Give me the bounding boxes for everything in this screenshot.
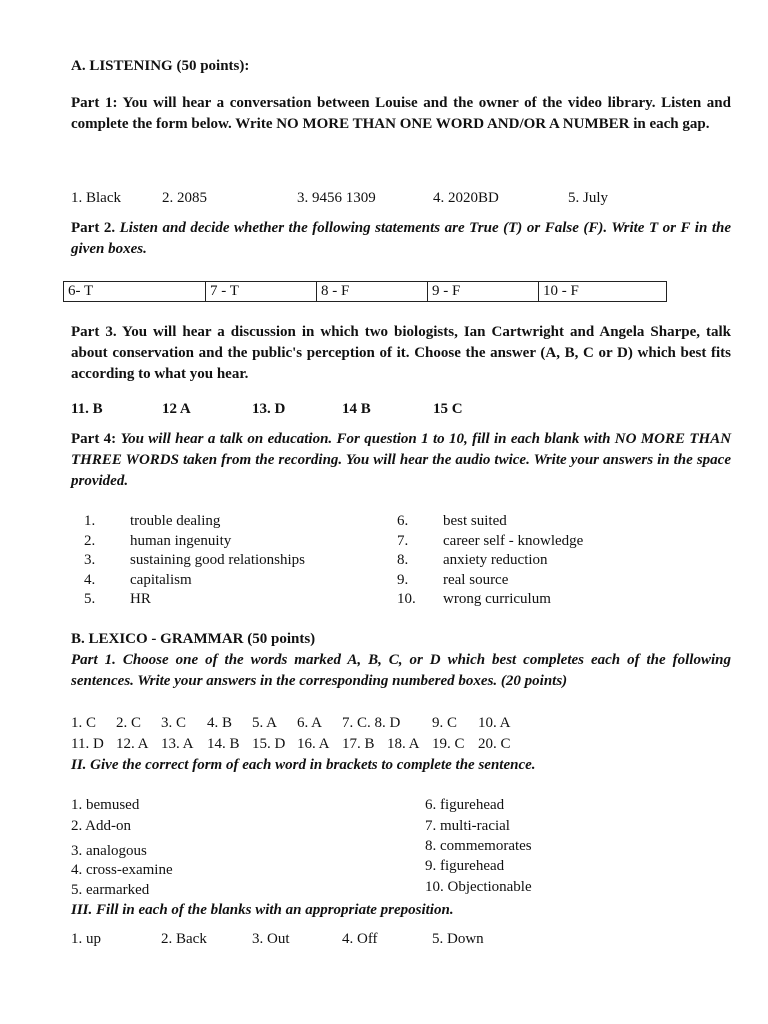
- table-cell: 7 - T: [206, 282, 317, 302]
- answer-15: 15 C: [433, 401, 463, 417]
- answer-5: 5. July: [568, 190, 609, 206]
- table-cell: 10 - F: [539, 282, 667, 302]
- answer: 4. Off: [342, 931, 378, 947]
- list-item: 3. analogous: [71, 843, 147, 859]
- item-text: human ingenuity: [130, 532, 232, 549]
- answer: 19. C: [432, 736, 465, 752]
- lexico-part1-instruction: Part 1. Choose one of the words marked A, B, C, or D which best completes each of the following sentences. Write your answers in the corresponding numbered boxes. (20 points): [71, 652, 731, 689]
- section-a-heading: A. LISTENING (50 points):: [71, 58, 250, 74]
- item-text: capitalism: [130, 571, 192, 588]
- answer: 4. B: [207, 715, 233, 731]
- section-b-heading: B. LEXICO - GRAMMAR (50 points): [71, 631, 316, 647]
- answer-14: 14 B: [342, 401, 371, 417]
- answer: 1. C: [71, 715, 97, 731]
- answer: 1. up: [71, 931, 101, 947]
- item-number: 9.: [397, 571, 409, 588]
- answer-2: 2. 2085: [162, 190, 207, 206]
- answer-11: 11. B: [71, 401, 103, 417]
- item-number: 10.: [397, 591, 416, 607]
- answer: 3. C: [161, 715, 187, 731]
- part4-instruction: [71, 429, 731, 492]
- answer: 20. C: [478, 736, 511, 752]
- true-false-table: [63, 281, 667, 302]
- answer: 13. A: [161, 736, 194, 752]
- list-item: 10. Objectionable: [425, 879, 532, 895]
- part2-label: Part 2.: [71, 220, 116, 236]
- item-number: 2.: [84, 532, 96, 549]
- lexico-part2-instruction: II. Give the correct form of each word in brackets to complete the sentence.: [71, 757, 536, 773]
- answer: 2. C: [116, 715, 142, 731]
- answer-12: 12 A: [162, 401, 191, 417]
- item-text: HR: [130, 591, 151, 607]
- answer: 10. A: [478, 715, 511, 731]
- answer-13: 13. D: [252, 401, 286, 417]
- answer: 2. Back: [161, 931, 207, 947]
- item-text: anxiety reduction: [443, 552, 548, 568]
- part1-instruction: Part 1: You will hear a conversation between Louise and the owner of the video library. Listen and complete the form below. Write NO MORE THAN ONE WORD AND/OR A NUMBER in each gap.: [71, 95, 731, 132]
- part2-instruction: [71, 218, 731, 260]
- answer: 14. B: [207, 736, 240, 752]
- item-text: trouble dealing: [130, 513, 221, 529]
- table-cell: 8 - F: [317, 282, 428, 302]
- answer-3: 3. 9456 1309: [297, 190, 376, 206]
- answer: 6. A: [297, 715, 323, 731]
- item-text: real source: [443, 571, 509, 588]
- item-number: 3.: [84, 552, 96, 568]
- item-number: 6.: [397, 513, 409, 529]
- answer: 15. D: [252, 736, 286, 752]
- answer: 5. A: [252, 715, 278, 731]
- answer: 16. A: [297, 736, 330, 752]
- answer-4: 4. 2020BD: [433, 190, 499, 206]
- answer: 18. A: [387, 736, 420, 752]
- list-item: 6. figurehead: [425, 797, 505, 813]
- table-cell: 9 - F: [428, 282, 539, 302]
- part4-label: Part 4:: [71, 431, 117, 447]
- answer: 5. Down: [432, 931, 484, 947]
- list-item: 7. multi-racial: [425, 818, 510, 834]
- list-item: 9. figurehead: [425, 858, 505, 874]
- answer: 7. C. 8. D: [342, 715, 401, 731]
- answer: 3. Out: [252, 931, 290, 947]
- part3-instruction: Part 3. You will hear a discussion in which two biologists, Ian Cartwright and Angela Sharpe, talk about conservation and the public's perception of it. Choose the answer (A, B, C or D) which best fits according to what you hear.: [71, 324, 731, 382]
- list-item: 5. earmarked: [71, 882, 150, 898]
- item-text: career self - knowledge: [443, 532, 584, 549]
- answer: 9. C: [432, 715, 458, 731]
- item-number: 8.: [397, 552, 409, 568]
- table-cell: 6- T: [64, 282, 206, 302]
- answer-1: 1. Black: [71, 190, 121, 206]
- answer: 11. D: [71, 736, 104, 752]
- lexico-part3-instruction: III. Fill in each of the blanks with an appropriate preposition.: [71, 902, 454, 918]
- item-number: 7.: [397, 532, 409, 549]
- item-number: 1.: [84, 513, 96, 529]
- list-item: 4. cross-examine: [71, 862, 173, 878]
- list-item: 8. commemorates: [425, 838, 532, 854]
- item-number: 4.: [84, 571, 96, 588]
- answer: 17. B: [342, 736, 375, 752]
- item-text: sustaining good relationships: [130, 552, 305, 568]
- item-text: wrong curriculum: [443, 591, 551, 607]
- list-item: 2. Add-on: [71, 818, 131, 834]
- part2-text: Listen and decide whether the following statements are True (T) or False (F). Write T or F in the given boxes.: [71, 220, 731, 257]
- item-text: best suited: [443, 513, 507, 529]
- part4-text: You will hear a talk on education. For question 1 to 10, fill in each blank with NO MORE THAN THREE WORDS taken from the recording. You will hear the audio twice. Write your answers in the space provided.: [71, 431, 732, 489]
- item-number: 5.: [84, 591, 96, 607]
- answer: 12. A: [116, 736, 149, 752]
- list-item: 1. bemused: [71, 797, 140, 813]
